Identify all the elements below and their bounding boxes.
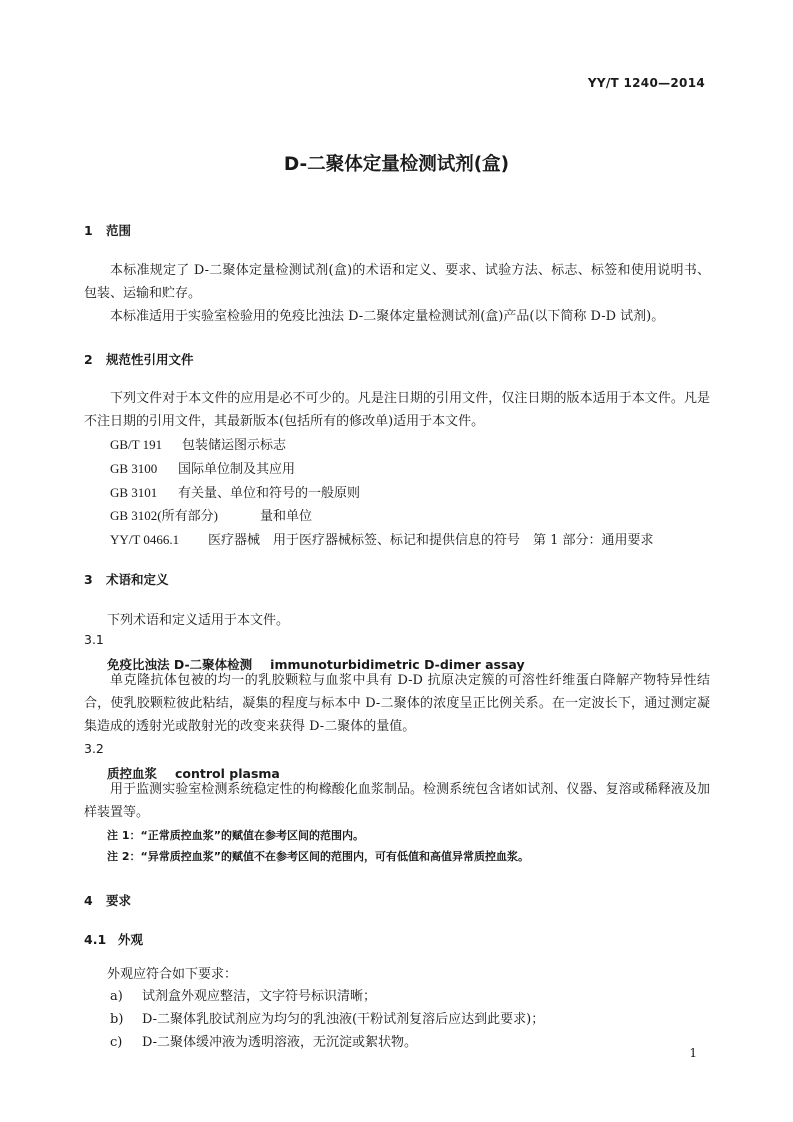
- list-item-label: b): [110, 1012, 124, 1027]
- reference-code: GB 3101: [110, 485, 158, 500]
- list-item: [110, 1031, 417, 1050]
- section-3-heading: [84, 570, 169, 588]
- section-number: 1: [84, 223, 93, 238]
- appearance-intro: 外观应符合如下要求：: [107, 967, 238, 982]
- section-title: 规范性引用文件: [106, 352, 194, 367]
- term-definition: 单克隆抗体包被的均一的乳胶颗粒与血浆中具有 D-D 抗原决定簇的可溶性纤维蛋白降解产物特异性结合，使乳胶颗粒彼此粘结，凝集的程度与标本中 D-二聚体的浓度呈正比例关系。在一定波长下，通过测定凝集造成的透射光或散射光的改变来获得 D-二聚体的量值。: [84, 673, 710, 734]
- section-number: 4: [84, 893, 93, 908]
- subsection-number: 4.1: [84, 932, 107, 947]
- section-number: 3: [84, 572, 93, 587]
- reference-item: [110, 434, 286, 453]
- section-title: 要求: [106, 893, 132, 908]
- list-item-text: 试剂盒外观应整洁，文字符号标识清晰；: [142, 989, 377, 1004]
- section-2-heading: [84, 350, 194, 368]
- list-item-label: a): [110, 989, 123, 1004]
- term-number: 3.1: [84, 632, 104, 647]
- section-number: 2: [84, 352, 93, 367]
- reference-code: YY/T 0466.1: [110, 532, 180, 547]
- normative-paragraph: 下列文件对于本文件的应用是必不可少的。凡是注日期的引用文件，仅注日期的版本适用于本文件。凡是不注日期的引用文件，其最新版本(包括所有的修改单)适用于本文件。: [84, 391, 710, 429]
- term-name-zh: 质控血浆: [107, 766, 158, 781]
- reference-title: 量和单位: [260, 509, 313, 524]
- reference-code: GB/T 191: [110, 437, 163, 452]
- standard-number: YY/T 1240—2014: [587, 76, 705, 90]
- list-item-text: D-二聚体乳胶试剂应为均匀的乳浊液(干粉试剂复溶后应达到此要求)；: [142, 1012, 545, 1027]
- section-title: 术语和定义: [106, 572, 169, 587]
- reference-title: 包装储运图示标志: [182, 438, 287, 453]
- term-definition: 用于监测实验室检测系统稳定性的枸橼酸化血浆制品。检测系统包含诸如试剂、仪器、复溶或稀释液及加样装置等。: [84, 782, 710, 820]
- term-name-en: immunoturbidimetric D-dimer assay: [270, 657, 525, 672]
- reference-item: [110, 458, 295, 477]
- page-number: 1: [689, 1046, 697, 1060]
- scope-paragraph-2: 本标准适用于实验室检验用的免疫比浊法 D-二聚体定量检测试剂(盒)产品(以下简称 D-D 试剂)。: [110, 309, 665, 324]
- list-item-label: c): [110, 1035, 123, 1050]
- term-number: 3.2: [84, 741, 104, 756]
- term-name-zh: 免疫比浊法 D-二聚体检测: [107, 657, 253, 672]
- scope-paragraph-1: 本标准规定了 D-二聚体定量检测试剂(盒)的术语和定义、要求、试验方法、标志、标签和使用说明书、包装、运输和贮存。: [84, 263, 710, 301]
- document-title: D-二聚体定量检测试剂(盒): [283, 154, 510, 175]
- reference-code: GB 3100: [110, 461, 158, 476]
- section-title: 范围: [106, 223, 132, 238]
- list-item: [110, 985, 376, 1004]
- reference-title: 国际单位制及其应用: [178, 462, 296, 477]
- term-name-en: control plasma: [175, 766, 280, 781]
- reference-item: [110, 529, 654, 548]
- section-4-heading: [84, 891, 131, 909]
- reference-item: [110, 505, 312, 524]
- reference-title: 有关量、单位和符号的一般原则: [178, 486, 361, 501]
- section-1-heading: [84, 221, 131, 239]
- list-item-text: D-二聚体缓冲液为透明溶液，无沉淀或絮状物。: [142, 1035, 418, 1050]
- subsection-title: 外观: [118, 932, 144, 947]
- reference-code: GB 3102(所有部分): [110, 508, 218, 523]
- list-item: [110, 1008, 544, 1027]
- reference-title: 医疗器械 用于医疗器械标签、标记和提供信息的符号 第 1 部分：通用要求: [208, 533, 654, 548]
- note-1: 注 1：“正常质控血浆”的赋值在参考区间的范围内。: [107, 829, 364, 842]
- note-2: 注 2：“异常质控血浆”的赋值不在参考区间的范围内，可有低值和高值异常质控血浆。: [107, 850, 529, 863]
- reference-item: [110, 482, 360, 501]
- subsection-4-1-heading: [84, 930, 143, 948]
- terms-intro: 下列术语和定义适用于本文件。: [107, 613, 290, 628]
